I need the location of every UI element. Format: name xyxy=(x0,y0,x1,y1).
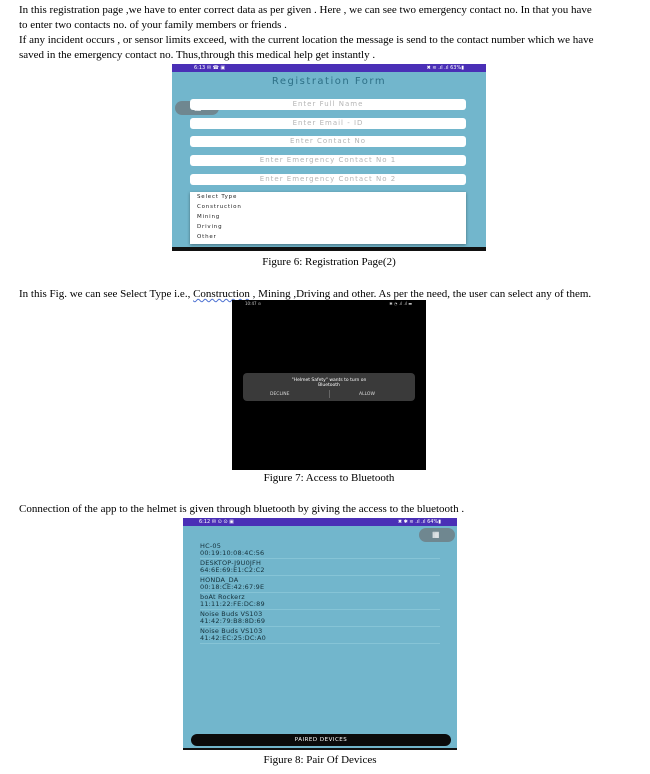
dialog-message xyxy=(243,378,415,388)
intro-line: saved in the emergency contact no. Thus,through this medical help get instantly . xyxy=(19,49,376,61)
full-name-field[interactable]: Enter Full Name xyxy=(190,99,466,110)
device-name: boAt Rockerz xyxy=(200,593,245,601)
connection-paragraph: Connection of the app to the helmet is given through bluetooth by giving the access to the bluetooth . xyxy=(19,503,465,515)
status-bar xyxy=(183,518,457,526)
intro-line: In this registration page ,we have to enter correct data as per given . Here , we can see two emergency contact no. In that you have xyxy=(19,4,592,16)
device-address: 00:18:CE:42:67:9E xyxy=(200,583,265,591)
decline-button[interactable]: DECLINE xyxy=(270,392,290,397)
device-item[interactable] xyxy=(200,576,440,593)
dropdown-option[interactable]: Other xyxy=(197,234,217,240)
figure6-caption: Figure 6: Registration Page(2) xyxy=(262,256,396,268)
bluetooth-dialog xyxy=(243,373,415,401)
figure7-caption: Figure 7: Access to Bluetooth xyxy=(263,472,395,484)
dialog-message-line: "Helmet Safety" wants to turn on xyxy=(291,378,367,383)
dropdown-option[interactable]: Mining xyxy=(197,214,221,220)
allow-button[interactable]: ALLOW xyxy=(359,392,375,397)
type-dropdown[interactable] xyxy=(190,192,466,244)
emergency-contact-1-field[interactable]: Enter Emergency Contact No 1 xyxy=(190,155,466,166)
para2-after: , Mining ,Driving and other. As per the need, the user can select any of them. xyxy=(252,288,592,300)
device-item[interactable] xyxy=(200,627,440,644)
pair-devices-screenshot xyxy=(183,518,457,750)
device-address: 41:42:79:B8:8D:69 xyxy=(200,617,266,625)
status-right: ✖ ✱ ≋ .ıl .ıl 64%▮ xyxy=(397,519,441,525)
device-item[interactable] xyxy=(200,559,440,576)
figure8-caption: Figure 8: Pair Of Devices xyxy=(263,754,377,766)
status-left: 10:47 ⊙ xyxy=(245,301,262,306)
grid-icon: ▦ xyxy=(432,530,440,539)
intro-line: to enter two contacts no. of your family members or friends . xyxy=(19,19,287,31)
nav-bar xyxy=(183,748,457,750)
device-name: DESKTOP-J9U0JFH xyxy=(200,559,262,567)
dropdown-option[interactable]: Driving xyxy=(197,224,223,230)
status-right: ✱ ◔ .ıl .ıl ▬ xyxy=(389,301,412,306)
registration-form-screenshot xyxy=(172,64,486,251)
dropdown-option[interactable]: Construction xyxy=(197,204,242,210)
device-address: 11:11:22:FE:DC:89 xyxy=(200,600,265,608)
device-name: HONDA_DA xyxy=(200,576,239,584)
status-bar xyxy=(232,300,426,308)
dropdown-option[interactable]: Select Type xyxy=(197,194,238,200)
form-title: Registration Form xyxy=(271,76,387,87)
paired-devices-button[interactable]: PAIRED DEVICES xyxy=(191,734,451,746)
device-item[interactable] xyxy=(200,610,440,627)
device-address: 64:6E:69:E1:C2:C2 xyxy=(200,566,265,574)
intro-line: If any incident occurs , or sensor limits exceed, with the current location the message is send to the contact number which we have xyxy=(19,34,594,46)
emergency-contact-2-field[interactable]: Enter Emergency Contact No 2 xyxy=(190,174,466,185)
para2-underlined: Construction xyxy=(193,288,253,300)
bluetooth-permission-screenshot xyxy=(232,300,426,470)
status-right: ✖ ≋ .ıl .ıl 63%▮ xyxy=(426,65,464,71)
device-name: Noise Buds VS103 xyxy=(200,627,263,635)
para2-before: In this Fig. we can see Select Type i.e., xyxy=(19,288,194,300)
contact-field[interactable]: Enter Contact No xyxy=(190,136,466,147)
menu-fab[interactable] xyxy=(419,528,455,542)
dialog-divider xyxy=(329,390,330,398)
status-bar xyxy=(172,64,486,72)
status-left: 6:12 ✉ ⊙ ⊙ ▣ xyxy=(199,519,234,525)
device-address: 41:42:EC:25:DC:A0 xyxy=(200,634,266,642)
device-item[interactable] xyxy=(200,542,440,559)
device-address: 00:19:10:08:4C:56 xyxy=(200,549,265,557)
dialog-message-line: Bluetooth xyxy=(318,383,340,388)
device-item[interactable] xyxy=(200,593,440,610)
nav-bar xyxy=(172,247,486,251)
status-left: 6:13 ✉ ☎ ▣ xyxy=(194,65,226,71)
intro-paragraph xyxy=(19,3,634,63)
device-list xyxy=(200,542,440,644)
device-name: HC-05 xyxy=(200,542,222,550)
device-name: Noise Buds VS103 xyxy=(200,610,263,618)
email-field[interactable]: Enter Email - ID xyxy=(190,118,466,129)
